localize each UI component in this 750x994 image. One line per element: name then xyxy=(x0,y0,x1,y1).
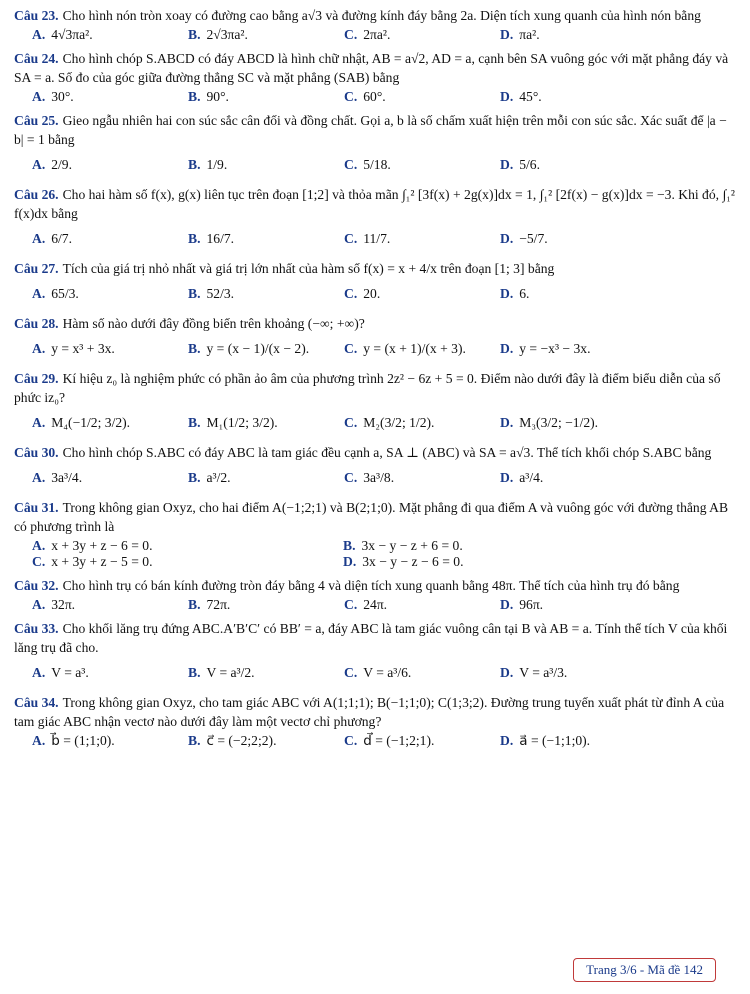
question-number: Câu 26. xyxy=(14,187,59,202)
question-stem: Kí hiệu z₀ là nghiệm phức có phần ảo âm của phương trình 2z² − 6z + 5 = 0. Điểm nào dưới đây là điểm biểu diễn của số phức iz₀? xyxy=(14,371,721,405)
option-c[interactable] xyxy=(326,415,482,431)
option-text: x + 3y + z − 5 = 0. xyxy=(51,554,153,569)
question-stem: Gieo ngẫu nhiên hai con súc sắc cân đối và đồng chất. Gọi a, b là số chấm xuất hiện trên mỗi con súc sắc. Xác suất để |a − b| = 1 bằng xyxy=(14,113,727,147)
option-text: 72π. xyxy=(206,597,231,612)
question-stem: Hàm số nào dưới đây đồng biến trên khoảng (−∞; +∞)? xyxy=(62,316,365,331)
option-b[interactable] xyxy=(170,597,326,613)
option-b[interactable] xyxy=(170,286,326,302)
option-text: V = a³/2. xyxy=(206,665,255,680)
option-d[interactable] xyxy=(482,733,638,749)
option-letter: B. xyxy=(343,538,356,553)
question-34 xyxy=(14,693,736,731)
option-c[interactable] xyxy=(326,231,482,247)
option-letter: D. xyxy=(500,733,514,748)
option-text: x + 3y + z − 6 = 0. xyxy=(51,538,153,553)
option-letter: B. xyxy=(188,733,201,748)
option-a[interactable] xyxy=(14,733,170,749)
option-d[interactable] xyxy=(482,286,638,302)
option-a[interactable] xyxy=(14,231,170,247)
option-d[interactable] xyxy=(482,89,638,105)
option-letter: D. xyxy=(500,470,514,485)
answer-options xyxy=(14,27,736,43)
page-footer: Trang 3/6 - Mã đề 142 xyxy=(573,958,716,982)
option-d[interactable] xyxy=(482,157,638,173)
option-text: y = −x³ − 3x. xyxy=(519,341,591,356)
question-stem: Trong không gian Oxyz, cho tam giác ABC với A(1;1;1); B(−1;1;0); C(1;3;2). Đường trung tuyến xuất phát từ đỉnh A của tam giác ABC nhận vectơ nào dưới đây làm một vectơ chỉ phương? xyxy=(14,695,725,729)
question-25 xyxy=(14,111,736,149)
option-a[interactable] xyxy=(14,157,170,173)
option-text: 6. xyxy=(519,286,530,301)
option-letter: D. xyxy=(500,157,514,172)
option-letter: B. xyxy=(188,597,201,612)
option-text: 3a³/4. xyxy=(51,470,83,485)
option-letter: C. xyxy=(344,89,358,104)
option-text: 96π. xyxy=(519,597,544,612)
option-text: 3x − y − z − 6 = 0. xyxy=(362,554,464,569)
option-text: 60°. xyxy=(363,89,386,104)
option-text: 16/7. xyxy=(206,231,235,246)
option-a[interactable] xyxy=(14,665,170,681)
option-d[interactable] xyxy=(482,665,638,681)
question-number: Câu 27. xyxy=(14,261,59,276)
option-a[interactable] xyxy=(14,597,170,613)
option-letter: D. xyxy=(343,554,357,569)
option-b[interactable] xyxy=(170,89,326,105)
option-d[interactable] xyxy=(482,415,638,431)
option-c[interactable] xyxy=(326,665,482,681)
answer-options xyxy=(14,280,736,308)
option-text: M₂(3/2; 1/2). xyxy=(363,415,435,430)
option-text: 5/18. xyxy=(363,157,391,172)
option-letter: D. xyxy=(500,341,514,356)
option-b[interactable] xyxy=(170,157,326,173)
option-letter: B. xyxy=(188,665,201,680)
option-letter: C. xyxy=(344,597,358,612)
option-b[interactable] xyxy=(170,470,326,486)
answer-options xyxy=(14,409,736,437)
option-d[interactable] xyxy=(482,597,638,613)
exam-page xyxy=(14,6,736,753)
option-letter: C. xyxy=(344,415,358,430)
option-c[interactable] xyxy=(326,286,482,302)
option-text: a³/2. xyxy=(206,470,231,485)
option-letter: B. xyxy=(188,341,201,356)
option-letter: C. xyxy=(344,341,358,356)
option-text: 1/9. xyxy=(206,157,228,172)
option-letter: A. xyxy=(32,286,46,301)
option-a[interactable] xyxy=(14,286,170,302)
option-letter: D. xyxy=(500,89,514,104)
option-c[interactable] xyxy=(326,733,482,749)
option-letter: A. xyxy=(32,231,46,246)
option-c[interactable] xyxy=(326,341,482,357)
question-32 xyxy=(14,576,736,595)
option-letter: D. xyxy=(500,286,514,301)
option-letter: D. xyxy=(500,27,514,42)
option-d[interactable] xyxy=(482,470,638,486)
option-letter: C. xyxy=(344,470,358,485)
question-stem: Cho hình chóp S.ABCD có đáy ABCD là hình chữ nhật, AB = a√2, AD = a, cạnh bên SA vuông góc với mặt phẳng đáy và SA = a. Số đo của góc giữa đường thẳng SC và mặt phẳng (SAB) bằng xyxy=(14,51,729,85)
option-text: V = a³. xyxy=(51,665,89,680)
option-letter: D. xyxy=(500,665,514,680)
option-d[interactable] xyxy=(482,27,638,43)
option-a[interactable] xyxy=(14,538,325,554)
option-c[interactable] xyxy=(326,597,482,613)
option-letter: D. xyxy=(500,597,514,612)
option-letter: A. xyxy=(32,597,46,612)
answer-options xyxy=(14,225,736,253)
option-text: V = a³/3. xyxy=(519,665,568,680)
option-a[interactable] xyxy=(14,470,170,486)
option-c[interactable] xyxy=(14,554,325,570)
option-letter: A. xyxy=(32,470,46,485)
option-letter: A. xyxy=(32,538,46,553)
option-b[interactable] xyxy=(170,665,326,681)
question-28 xyxy=(14,314,736,333)
answer-options xyxy=(14,89,736,105)
option-text: 11/7. xyxy=(363,231,391,246)
option-text: M₄(−1/2; 3/2). xyxy=(51,415,131,430)
question-number: Câu 24. xyxy=(14,51,59,66)
question-number: Câu 33. xyxy=(14,621,59,636)
option-letter: A. xyxy=(32,733,46,748)
option-text: y = (x − 1)/(x − 2). xyxy=(206,341,310,356)
option-text: 52/3. xyxy=(206,286,235,301)
question-number: Câu 32. xyxy=(14,578,59,593)
option-text: b⃗ = (1;1;0). xyxy=(51,733,115,748)
option-text: 20. xyxy=(363,286,381,301)
question-number: Câu 34. xyxy=(14,695,59,710)
option-text: a⃗ = (−1;1;0). xyxy=(519,733,591,748)
option-letter: B. xyxy=(188,157,201,172)
option-letter: A. xyxy=(32,27,46,42)
answer-options xyxy=(14,733,736,749)
option-letter: B. xyxy=(188,415,201,430)
option-text: M₁(1/2; 3/2). xyxy=(206,415,278,430)
question-stem: Cho hình trụ có bán kính đường tròn đáy bằng 4 và diện tích xung quanh bằng 48π. Thể tích của hình trụ đó bằng xyxy=(62,578,680,593)
option-letter: C. xyxy=(344,733,358,748)
option-letter: D. xyxy=(500,231,514,246)
option-text: −5/7. xyxy=(519,231,548,246)
question-stem: Cho hình chóp S.ABC có đáy ABC là tam giác đều cạnh a, SA ⊥ (ABC) và SA = a√3. Thể tích khối chóp S.ABC bằng xyxy=(62,445,712,460)
option-text: 24π. xyxy=(363,597,388,612)
question-number: Câu 25. xyxy=(14,113,59,128)
answer-options xyxy=(14,335,736,363)
option-text: M₃(3/2; −1/2). xyxy=(519,415,599,430)
option-letter: C. xyxy=(344,665,358,680)
option-text: y = (x + 1)/(x + 3). xyxy=(363,341,466,356)
option-letter: A. xyxy=(32,157,46,172)
option-letter: A. xyxy=(32,341,46,356)
option-letter: B. xyxy=(188,286,201,301)
question-stem: Cho khối lăng trụ đứng ABC.A′B′C′ có BB′ = a, đáy ABC là tam giác vuông cân tại B và AB = a. Tính thể tích V của khối lăng trụ đã cho. xyxy=(14,621,728,655)
question-number: Câu 23. xyxy=(14,8,59,23)
answer-options xyxy=(14,151,736,179)
question-29 xyxy=(14,369,736,407)
option-b[interactable] xyxy=(170,231,326,247)
option-letter: C. xyxy=(344,157,358,172)
answer-options xyxy=(14,659,736,687)
option-text: 6/7. xyxy=(51,231,72,246)
option-c[interactable] xyxy=(326,89,482,105)
option-letter: B. xyxy=(188,231,201,246)
question-33 xyxy=(14,619,736,657)
question-26 xyxy=(14,185,736,223)
question-number: Câu 29. xyxy=(14,371,59,386)
option-letter: C. xyxy=(344,286,358,301)
option-a[interactable] xyxy=(14,341,170,357)
answer-options xyxy=(14,464,736,492)
option-text: 2πa². xyxy=(363,27,391,42)
question-27 xyxy=(14,259,736,278)
option-text: πa². xyxy=(519,27,540,42)
question-24 xyxy=(14,49,736,87)
option-letter: A. xyxy=(32,89,46,104)
option-text: 2√3πa². xyxy=(206,27,248,42)
option-a[interactable] xyxy=(14,27,170,43)
option-text: 4√3πa². xyxy=(51,27,93,42)
question-number: Câu 30. xyxy=(14,445,59,460)
option-c[interactable] xyxy=(326,470,482,486)
option-b[interactable] xyxy=(325,538,636,554)
option-b[interactable] xyxy=(170,733,326,749)
option-letter: D. xyxy=(500,415,514,430)
question-stem: Trong không gian Oxyz, cho hai điểm A(−1;2;1) và B(2;1;0). Mặt phẳng đi qua điểm A và vuông góc với đường thẳng AB có phương trình là xyxy=(14,500,729,534)
option-text: 3a³/8. xyxy=(363,470,395,485)
option-text: 30°. xyxy=(51,89,74,104)
option-letter: A. xyxy=(32,415,46,430)
option-text: V = a³/6. xyxy=(363,665,412,680)
option-text: a³/4. xyxy=(519,470,544,485)
option-a[interactable] xyxy=(14,415,170,431)
option-text: d⃗ = (−1;2;1). xyxy=(363,733,435,748)
option-d[interactable] xyxy=(325,554,636,570)
option-letter: B. xyxy=(188,27,201,42)
question-stem: Cho hai hàm số f(x), g(x) liên tục trên đoạn [1;2] và thỏa mãn ∫₁² [3f(x) + 2g(x)]dx = 1, ∫₁² [2f(x) − g(x)]dx = −3. Khi đó, ∫₁² f(x)dx bằng xyxy=(14,187,735,221)
option-text: y = x³ + 3x. xyxy=(51,341,115,356)
question-stem: Cho hình nón tròn xoay có đường cao bằng a√3 và đường kính đáy bằng 2a. Diện tích xung quanh của hình nón bằng xyxy=(62,8,701,23)
option-text: 2/9. xyxy=(51,157,72,172)
option-text: c⃗ = (−2;2;2). xyxy=(206,733,277,748)
option-text: 3x − y − z + 6 = 0. xyxy=(361,538,463,553)
question-30 xyxy=(14,443,736,462)
option-letter: C. xyxy=(344,27,358,42)
option-letter: C. xyxy=(344,231,358,246)
option-text: 45°. xyxy=(519,89,542,104)
option-b[interactable] xyxy=(170,27,326,43)
option-letter: B. xyxy=(188,470,201,485)
option-text: 5/6. xyxy=(519,157,540,172)
option-d[interactable] xyxy=(482,341,638,357)
answer-options xyxy=(14,538,736,570)
option-letter: C. xyxy=(32,554,46,569)
answer-options xyxy=(14,597,736,613)
option-text: 65/3. xyxy=(51,286,79,301)
option-d[interactable] xyxy=(482,231,638,247)
option-c[interactable] xyxy=(326,27,482,43)
option-letter: B. xyxy=(188,89,201,104)
question-number: Câu 31. xyxy=(14,500,59,515)
option-a[interactable] xyxy=(14,89,170,105)
option-b[interactable] xyxy=(170,341,326,357)
option-b[interactable] xyxy=(170,415,326,431)
option-c[interactable] xyxy=(326,157,482,173)
question-31 xyxy=(14,498,736,536)
option-text: 32π. xyxy=(51,597,76,612)
option-text: 90°. xyxy=(206,89,229,104)
option-letter: A. xyxy=(32,665,46,680)
question-number: Câu 28. xyxy=(14,316,59,331)
question-23 xyxy=(14,6,736,25)
question-stem: Tích của giá trị nhỏ nhất và giá trị lớn nhất của hàm số f(x) = x + 4/x trên đoạn [1; 3] bằng xyxy=(62,261,555,276)
